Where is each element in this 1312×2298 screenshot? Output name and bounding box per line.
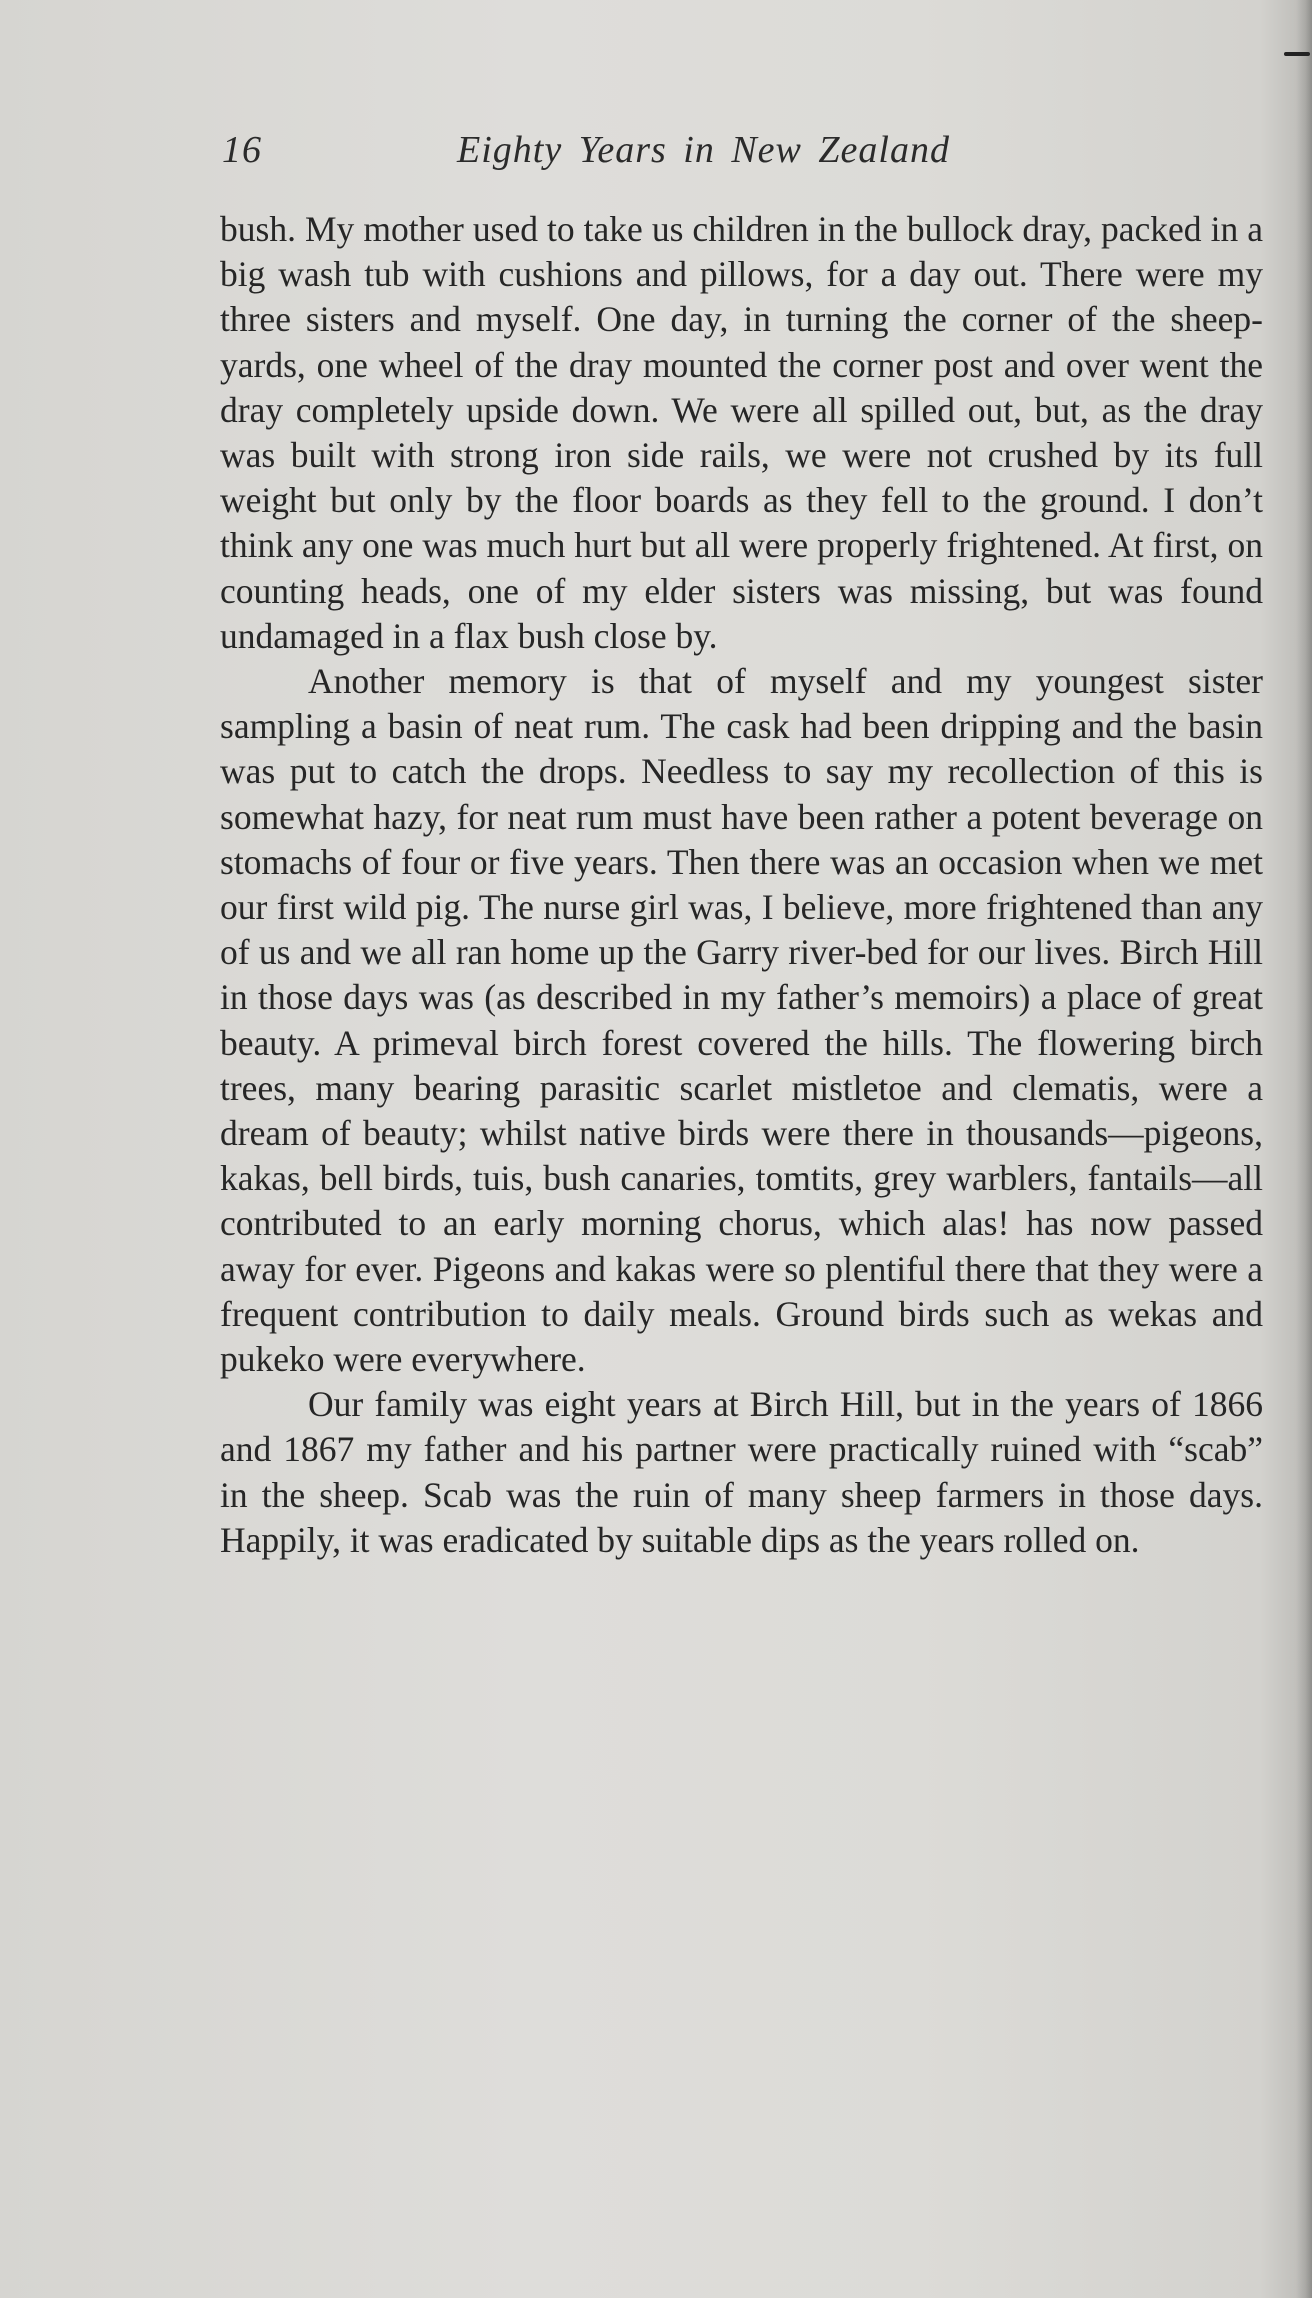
page-number: 16 <box>222 129 262 171</box>
page-edge-shadow <box>1296 0 1312 2298</box>
paragraph-2: Another memory is that of myself and my youngest sister sampling a basin of neat rum. The cask had been dripping and the basin was put to catch the drops. Needless to say my recollection of this is somewhat hazy, for neat rum must have been rather a potent beverage on stomachs of four or five years. Then there was an occasion when we met our first wild pig. The nurse girl was, I believe, more frightened than any of us and we all ran home up the Garry river-bed for our lives. Birch Hill in those days was (as described in my father’s memoirs) a place of great beauty. A primeval birch forest covered the hills. The flowering birch trees, many bearing parasitic scarlet mistletoe and clematis, were a dream of beauty; whilst native birds were there in thousands—pigeons, kakas, bell birds, tuis, bush canaries, tomtits, grey warblers, fantails—all contributed to an early morning chorus, which alas! has now passed away for ever. Pigeons and kakas were so plentiful there that they were a frequent contribution to daily meals. Ground birds such as wekas and pukeko were everywhere. <box>220 661 1263 1380</box>
running-head <box>222 128 1042 188</box>
corner-mark <box>1284 52 1310 56</box>
body-text <box>220 207 1263 1563</box>
book-title: Eighty Years in New Zealand <box>457 129 950 171</box>
paragraph-1: bush. My mother used to take us children in the bullock dray, packed in a big wash tub with cushions and pillows, for a day out. There were my three sisters and myself. One day, in turning the corner of the sheep-yards, one wheel of the dray mounted the corner post and over went the dray completely upside down. We were all spilled out, but, as the dray was built with strong iron side rails, we were not crushed by its full weight but only by the floor boards as they fell to the ground. I don’t think any one was much hurt but all were properly frightened. At first, on counting heads, one of my elder sisters was missing, but was found undamaged in a flax bush close by. <box>220 209 1263 656</box>
paragraph-3: Our family was eight years at Birch Hill, but in the years of 1866 and 1867 my father and his partner were practically ruined with “scab” in the sheep. Scab was the ruin of many sheep farmers in those days. Happily, it was eradicated by suitable dips as the years rolled on. <box>220 1384 1263 1560</box>
